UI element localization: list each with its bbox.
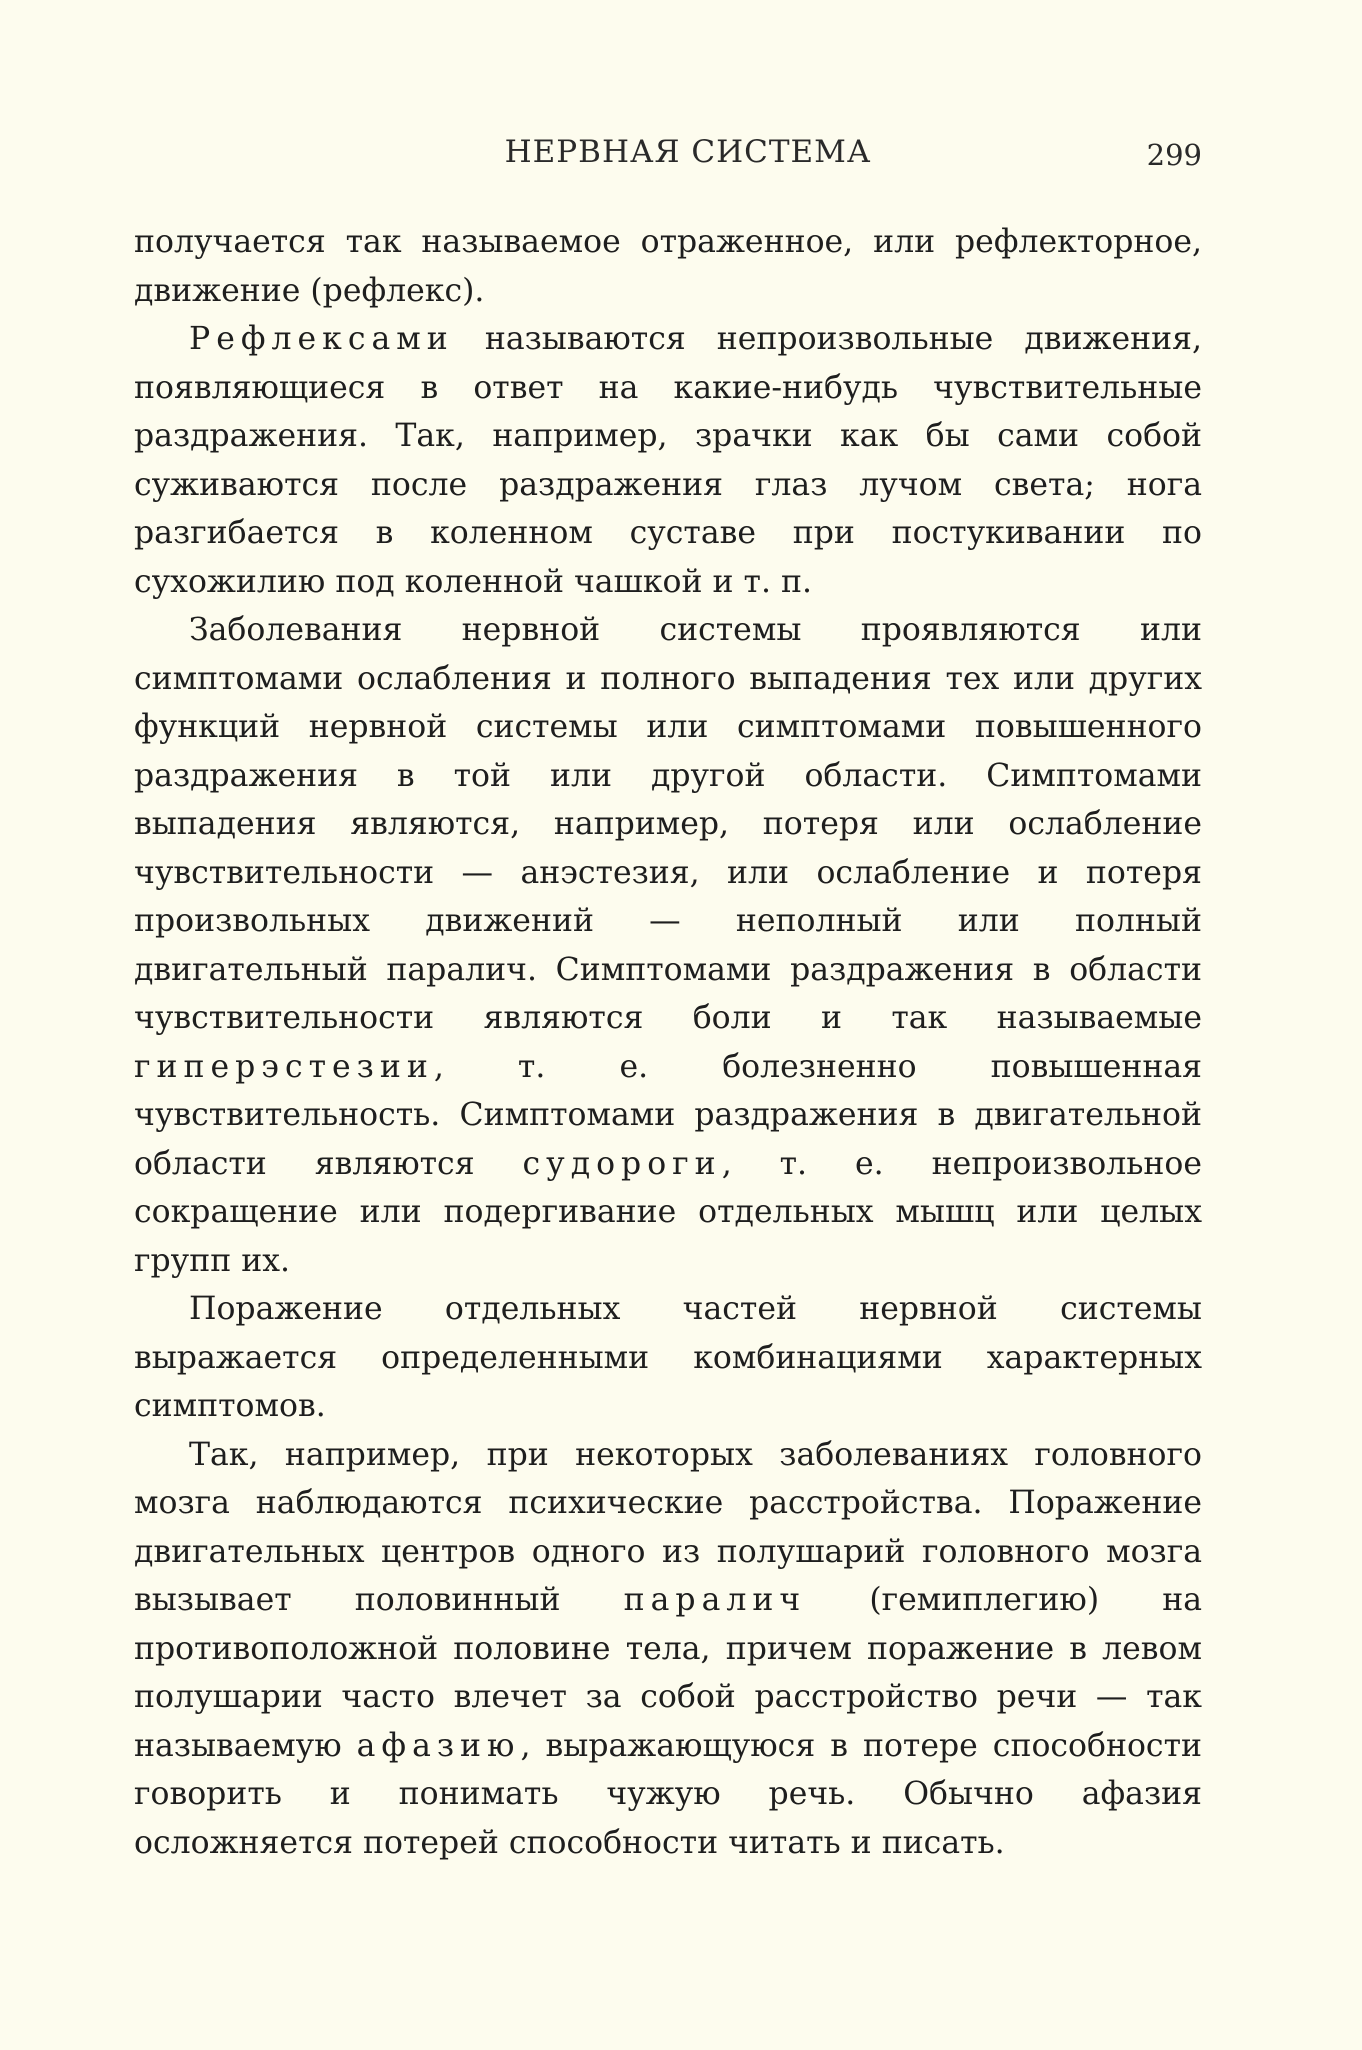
paragraph-1-text: получается так называемое отраженное, или рефлекторное, движение (рефлекс). bbox=[134, 224, 1202, 309]
paragraph-2 bbox=[134, 315, 1202, 606]
paragraph-2-text: называются непроизвольные движения, появляющиеся в ответ на какие-нибудь чувствительные раздражения. Так, например, зрачки как бы сами собой суживаются после раздражения глаз лучом света; нога разгибается в коленном суставе при постукивании по сухожилию под коленной чашкой и т. п. bbox=[134, 321, 1202, 600]
term-hyperesthesia: гиперэстезии bbox=[134, 1048, 434, 1085]
page-number: 299 bbox=[1146, 138, 1202, 172]
paragraph-4 bbox=[134, 1285, 1202, 1431]
paragraph-3 bbox=[134, 606, 1202, 1285]
paragraph-5-text-c: , выражающуюся в потере способности говорить и понимать чужую речь. Обычно афазия осложняется потерей способности читать и писать. bbox=[134, 1727, 1202, 1861]
term-reflexes: Рефлексами bbox=[189, 321, 454, 357]
paragraph-5 bbox=[134, 1431, 1202, 1868]
paragraph-4-text: Поражение отдельных частей нервной системы выражается определенными комбинациями характерных симптомов. bbox=[134, 1291, 1202, 1424]
term-convulsions: судороги bbox=[522, 1145, 722, 1182]
paragraph-5-text-a: Так, например, при некоторых заболеваниях головного мозга наблюдаются психические расстройства. Поражение двигательных центров одного из полушарий головного мозга вызывает половинный bbox=[134, 1436, 1202, 1618]
running-title: НЕРВНАЯ СИСТЕМА bbox=[504, 134, 872, 170]
paragraph-3-text-a: Заболевания нервной системы проявляются или симптомами ослабления и полного выпадения тех или других функций нервной системы или симптомами повышенного раздражения в той или другой области. Симптомами выпадения являются, например, потеря или ослабление чувствительности — анэстезия, или ослабление и потеря произвольных движений — неполный или полный двигательный паралич. Симптомами раздражения в области чувствительности являются боли и так называемые bbox=[134, 612, 1202, 1036]
body-text bbox=[134, 218, 1202, 1867]
term-paralysis: паралич bbox=[623, 1582, 807, 1618]
paragraph-3-text-b: , т. е. болезненно повышенная чувствительность. Симптомами раздражения в двигательной области являются bbox=[134, 1048, 1202, 1182]
paragraph-5-text-b: (гемиплегию) на противоположной половине тела, причем поражение в левом полушарии часто влечет за собой расстройство речи — так называемую bbox=[134, 1582, 1203, 1764]
running-head bbox=[134, 128, 1202, 188]
term-aphasia: афазию bbox=[356, 1727, 521, 1764]
paragraph-1 bbox=[134, 218, 1202, 315]
paragraph-3-text-c: , т. е. непроизвольное сокращение или подергивание отдельных мышц или целых групп их. bbox=[134, 1145, 1202, 1279]
